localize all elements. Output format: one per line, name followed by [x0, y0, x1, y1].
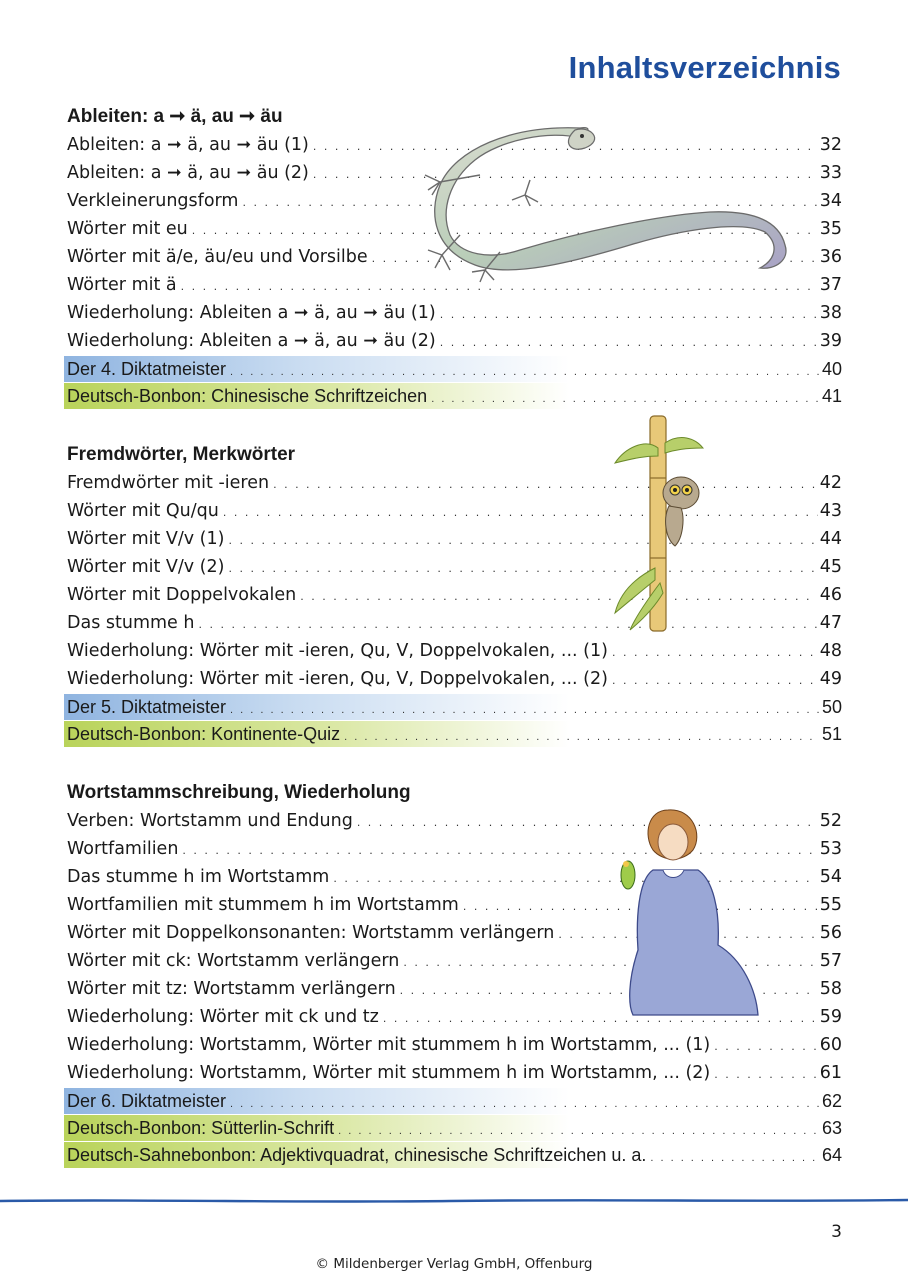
dot-leader	[230, 697, 820, 723]
entry-label: Wörter mit V/v (2)	[67, 557, 225, 577]
entry-page-number: 41	[821, 386, 842, 406]
entry-page-number: 43	[819, 501, 842, 521]
toc-entry	[64, 665, 842, 693]
entry-label: Wortfamilien	[67, 839, 179, 859]
toc-entry	[64, 327, 842, 355]
entry-page-number: 42	[819, 473, 842, 493]
entry-label: Verkleinerungsform	[67, 191, 239, 211]
entry-page-number: 58	[819, 979, 842, 999]
entry-label: Deutsch-Bonbon: Sütterlin-Schrift	[67, 1118, 335, 1138]
entry-label: Wiederholung: Wortstamm, Wörter mit stummem h im Wortstamm, ... (1)	[67, 1035, 711, 1055]
entry-page-number: 55	[819, 895, 842, 915]
entry-label: Deutsch-Sahnebonbon: Adjektivquadrat, chinesische Schriftzeichen u. a.	[67, 1145, 647, 1165]
entry-label: Wiederholung: Ableiten a ➞ ä, au ➞ äu (2)	[67, 331, 436, 351]
entry-page-number: 38	[819, 303, 842, 323]
entry-page-number: 52	[819, 811, 842, 831]
entry-page-number: 59	[819, 1007, 842, 1027]
entry-page-number: 48	[819, 641, 842, 661]
dot-leader	[338, 1118, 820, 1144]
dot-leader	[230, 1091, 820, 1117]
dot-leader	[300, 583, 817, 611]
entry-page-number: 63	[821, 1118, 842, 1138]
entry-page-number: 35	[819, 219, 842, 239]
entry-label: Wiederholung: Ableiten a ➞ ä, au ➞ äu (1)	[67, 303, 436, 323]
entry-page-number: 44	[819, 529, 842, 549]
lizard-illustration	[380, 120, 810, 285]
dot-leader	[344, 724, 820, 750]
entry-page-number: 57	[819, 951, 842, 971]
entry-page-number: 51	[821, 724, 842, 744]
bonbon-entry	[64, 1142, 842, 1168]
bonbon-entry	[64, 383, 842, 409]
entry-page-number: 54	[819, 867, 842, 887]
entry-page-number: 32	[819, 135, 842, 155]
diktatmeister-entry	[64, 356, 842, 382]
section-heading: Fremdwörter, Merkwörter	[67, 444, 296, 465]
entry-label: Wörter mit ck: Wortstamm verlängern	[67, 951, 400, 971]
entry-label: Wörter mit Doppelvokalen	[67, 585, 297, 605]
entry-label: Wörter mit eu	[67, 219, 188, 239]
entry-page-number: 53	[819, 839, 842, 859]
entry-label: Deutsch-Bonbon: Kontinente-Quiz	[67, 724, 341, 744]
dot-leader	[440, 329, 818, 357]
entry-label: Wörter mit tz: Wortstamm verlängern	[67, 979, 396, 999]
entry-label: Fremdwörter mit -ieren	[67, 473, 270, 493]
entry-page-number: 50	[821, 697, 842, 717]
entry-page-number: 62	[821, 1091, 842, 1111]
page-number: 3	[831, 1222, 842, 1242]
dot-leader	[650, 1145, 820, 1171]
entry-label: Verben: Wortstamm und Endung	[67, 811, 353, 831]
entry-label: Der 6. Diktatmeister	[67, 1091, 227, 1111]
bottom-divider	[0, 1198, 908, 1204]
toc-entry	[64, 299, 842, 327]
entry-label: Wörter mit Doppelkonsonanten: Wortstamm verlängern	[67, 923, 555, 943]
bonbon-entry	[64, 721, 842, 747]
entry-label: Wortfamilien mit stummem h im Wortstamm	[67, 895, 459, 915]
entry-page-number: 34	[819, 191, 842, 211]
entry-label: Das stumme h	[67, 613, 195, 633]
entry-label: Ableiten: a ➞ ä, au ➞ äu (1)	[67, 135, 309, 155]
entry-label: Der 4. Diktatmeister	[67, 359, 227, 379]
entry-page-number: 60	[819, 1035, 842, 1055]
entry-label: Wiederholung: Wortstamm, Wörter mit stummem h im Wortstamm, ... (2)	[67, 1063, 711, 1083]
entry-page-number: 47	[819, 613, 842, 633]
entry-page-number: 56	[819, 923, 842, 943]
entry-page-number: 45	[819, 557, 842, 577]
entry-page-number: 37	[819, 275, 842, 295]
dot-leader	[612, 639, 818, 667]
entry-page-number: 39	[819, 331, 842, 351]
toc-entry	[64, 1059, 842, 1087]
entry-label: Wiederholung: Wörter mit -ieren, Qu, V, Doppelvokalen, ... (1)	[67, 641, 608, 661]
diktatmeister-entry	[64, 1088, 842, 1114]
entry-page-number: 49	[819, 669, 842, 689]
dot-leader	[273, 471, 818, 499]
diktatmeister-entry	[64, 694, 842, 720]
dot-leader	[714, 1033, 817, 1061]
section-heading: Wortstammschreibung, Wiederholung	[67, 782, 411, 803]
entry-page-number: 64	[821, 1145, 842, 1165]
entry-label: Wörter mit Qu/qu	[67, 501, 219, 521]
entry-label: Deutsch-Bonbon: Chinesische Schriftzeichen	[67, 386, 428, 406]
entry-label: Wiederholung: Wörter mit ck und tz	[67, 1007, 379, 1027]
dot-leader	[714, 1061, 817, 1089]
entry-page-number: 46	[819, 585, 842, 605]
copyright-notice: © Mildenberger Verlag GmbH, Offenburg	[315, 1256, 593, 1272]
dot-leader	[440, 301, 818, 329]
entry-label: Der 5. Diktatmeister	[67, 697, 227, 717]
dot-leader	[230, 359, 820, 385]
woman-with-parrot-illustration	[608, 800, 773, 1020]
dot-leader	[612, 667, 818, 695]
page-title: Inhaltsverzeichnis	[568, 50, 841, 85]
entry-page-number: 36	[819, 247, 842, 267]
entry-page-number: 33	[819, 163, 842, 183]
tarsier-on-bamboo-illustration	[585, 408, 730, 633]
section-heading: Ableiten: a ➞ ä, au ➞ äu	[67, 106, 283, 127]
entry-label: Wörter mit ä	[67, 275, 177, 295]
entry-label: Wörter mit ä/e, äu/eu und Vorsilbe	[67, 247, 368, 267]
entry-label: Wörter mit V/v (1)	[67, 529, 225, 549]
toc-entry	[64, 637, 842, 665]
toc-entry	[64, 1031, 842, 1059]
bonbon-entry	[64, 1115, 842, 1141]
entry-page-number: 61	[819, 1063, 842, 1083]
entry-page-number: 40	[821, 359, 842, 379]
entry-label: Das stumme h im Wortstamm	[67, 867, 330, 887]
entry-label: Ableiten: a ➞ ä, au ➞ äu (2)	[67, 163, 309, 183]
entry-label: Wiederholung: Wörter mit -ieren, Qu, V, Doppelvokalen, ... (2)	[67, 669, 608, 689]
